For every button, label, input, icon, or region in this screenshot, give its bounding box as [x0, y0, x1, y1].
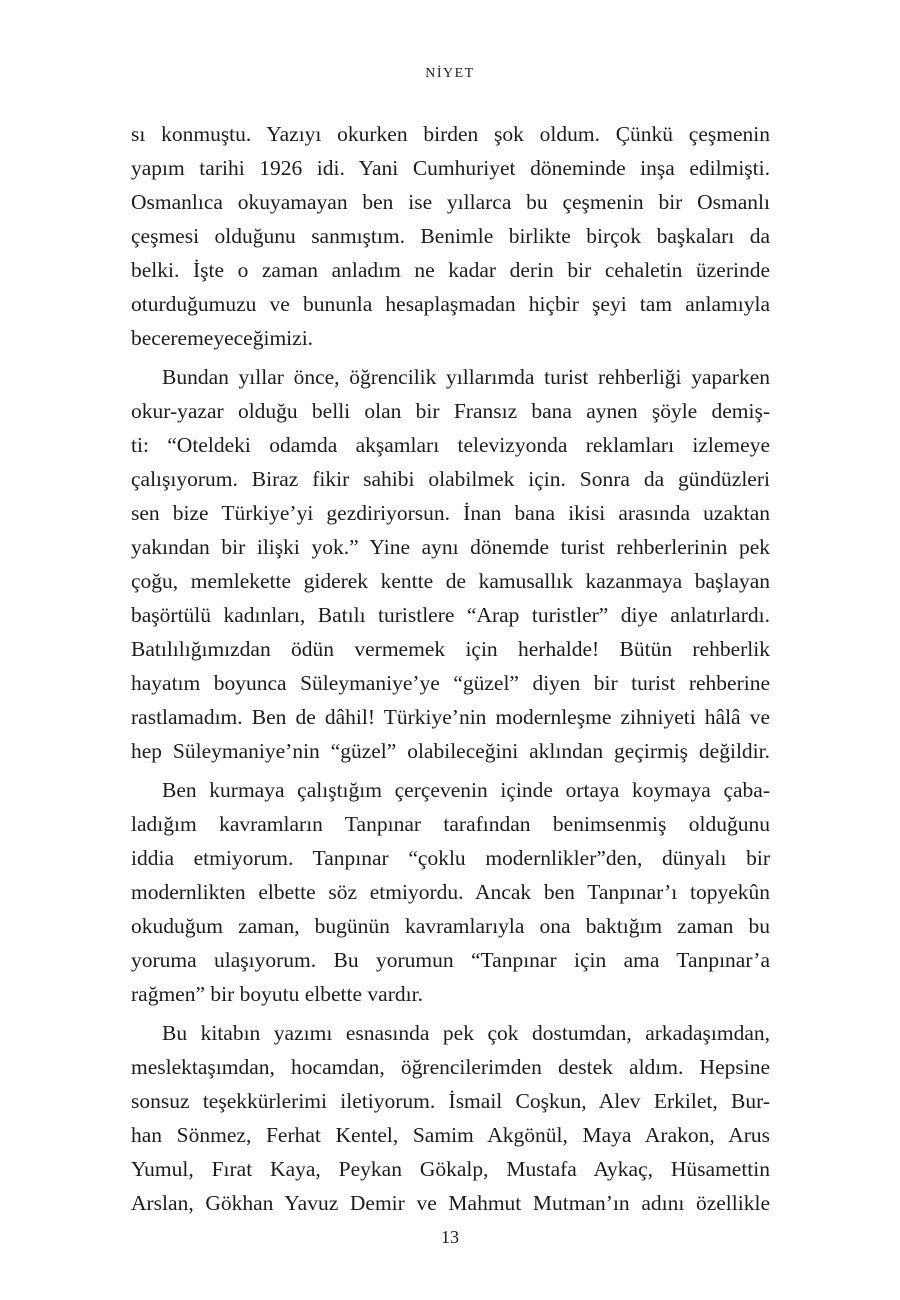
text-line: yakından bir ilişki yok.” Yine aynı dönemde turist rehberlerinin pek	[131, 535, 770, 559]
text-line: çalışıyorum. Biraz fikir sahibi olabilmek için. Sonra da gündüzleri	[131, 467, 770, 491]
text-line: iddia etmiyorum. Tanpınar “çoklu modernlikler”den, dünyalı bir	[131, 846, 770, 870]
text-line: belki. İşte o zaman anladım ne kadar derin bir cehaletin üzerinde	[131, 258, 770, 282]
text-line: Bundan yıllar önce, öğrencilik yıllarımda turist rehberliği yaparken	[162, 365, 770, 389]
text-line: yapım tarihi 1926 idi. Yani Cumhuriyet döneminde inşa edilmişti.	[131, 156, 770, 180]
page-number: 13	[441, 1227, 459, 1247]
text-line: sen bize Türkiye’yi gezdiriyorsun. İnan bana ikisi arasında uzaktan	[131, 501, 770, 525]
text-line: hep Süleymaniye’nin “güzel” olabileceğini aklından geçirmiş değildir.	[131, 739, 770, 763]
paragraph-4	[131, 1016, 770, 1220]
text-line: Ben kurmaya çalıştığım çerçevenin içinde ortaya koymaya çaba-	[162, 778, 770, 802]
text-line: çeşmesi olduğunu sanmıştım. Benimle birlikte birçok başkaları da	[131, 224, 770, 248]
text-line: okuduğum zaman, bugünün kavramlarıyla ona baktığım zaman bu	[131, 914, 770, 938]
text-line: rağmen” bir boyutu elbette vardır.	[131, 982, 423, 1006]
text-line: Batılılığımızdan ödün vermemek için herhalde! Bütün rehberlik	[131, 637, 770, 661]
text-line: han Sönmez, Ferhat Kentel, Samim Akgönül, Maya Arakon, Arus	[131, 1123, 770, 1147]
body-text	[131, 117, 770, 1220]
paragraph-3	[131, 773, 770, 1011]
text-line: modernlikten elbette söz etmiyordu. Ancak ben Tanpınar’ı topyekûn	[131, 880, 770, 904]
text-line: Osmanlıca okuyamayan ben ise yıllarca bu çeşmenin bir Osmanlı	[131, 190, 770, 214]
text-line: sı konmuştu. Yazıyı okurken birden şok oldum. Çünkü çeşmenin	[131, 122, 770, 146]
text-line: meslektaşımdan, hocamdan, öğrencilerimden destek aldım. Hepsine	[131, 1055, 770, 1079]
text-line: sonsuz teşekkürlerimi iletiyorum. İsmail Coşkun, Alev Erkilet, Bur-	[131, 1089, 770, 1113]
paragraph-2	[131, 360, 770, 768]
text-line: ladığım kavramların Tanpınar tarafından benimsenmiş olduğunu	[131, 812, 770, 836]
text-line: rastlamadım. Ben de dâhil! Türkiye’nin modernleşme zihniyeti hâlâ ve	[131, 705, 770, 729]
running-head: NİYET	[425, 66, 475, 81]
text-line: yoruma ulaşıyorum. Bu yorumun “Tanpınar için ama Tanpınar’a	[131, 948, 770, 972]
text-line: beceremeyeceğimizi.	[131, 326, 314, 350]
text-line: okur-yazar olduğu belli olan bir Fransız bana aynen şöyle demiş-	[131, 399, 770, 423]
text-line: ti: “Oteldeki odamda akşamları televizyonda reklamları izlemeye	[131, 433, 770, 457]
text-line: Yumul, Fırat Kaya, Peykan Gökalp, Mustafa Aykaç, Hüsamettin	[131, 1157, 770, 1181]
paragraph-1	[131, 117, 770, 355]
text-line: başörtülü kadınları, Batılı turistlere “Arap turistler” diye anlatırlardı.	[131, 603, 770, 627]
text-line: çoğu, memlekette giderek kentte de kamusallık kazanmaya başlayan	[131, 569, 770, 593]
text-line: oturduğumuzu ve bununla hesaplaşmadan hiçbir şeyi tam anlamıyla	[131, 292, 770, 316]
text-line: Arslan, Gökhan Yavuz Demir ve Mahmut Mutman’ın adını özellikle	[131, 1191, 770, 1215]
text-line: Bu kitabın yazımı esnasında pek çok dostumdan, arkadaşımdan,	[162, 1021, 770, 1045]
text-line: hayatım boyunca Süleymaniye’ye “güzel” diyen bir turist rehberine	[131, 671, 770, 695]
